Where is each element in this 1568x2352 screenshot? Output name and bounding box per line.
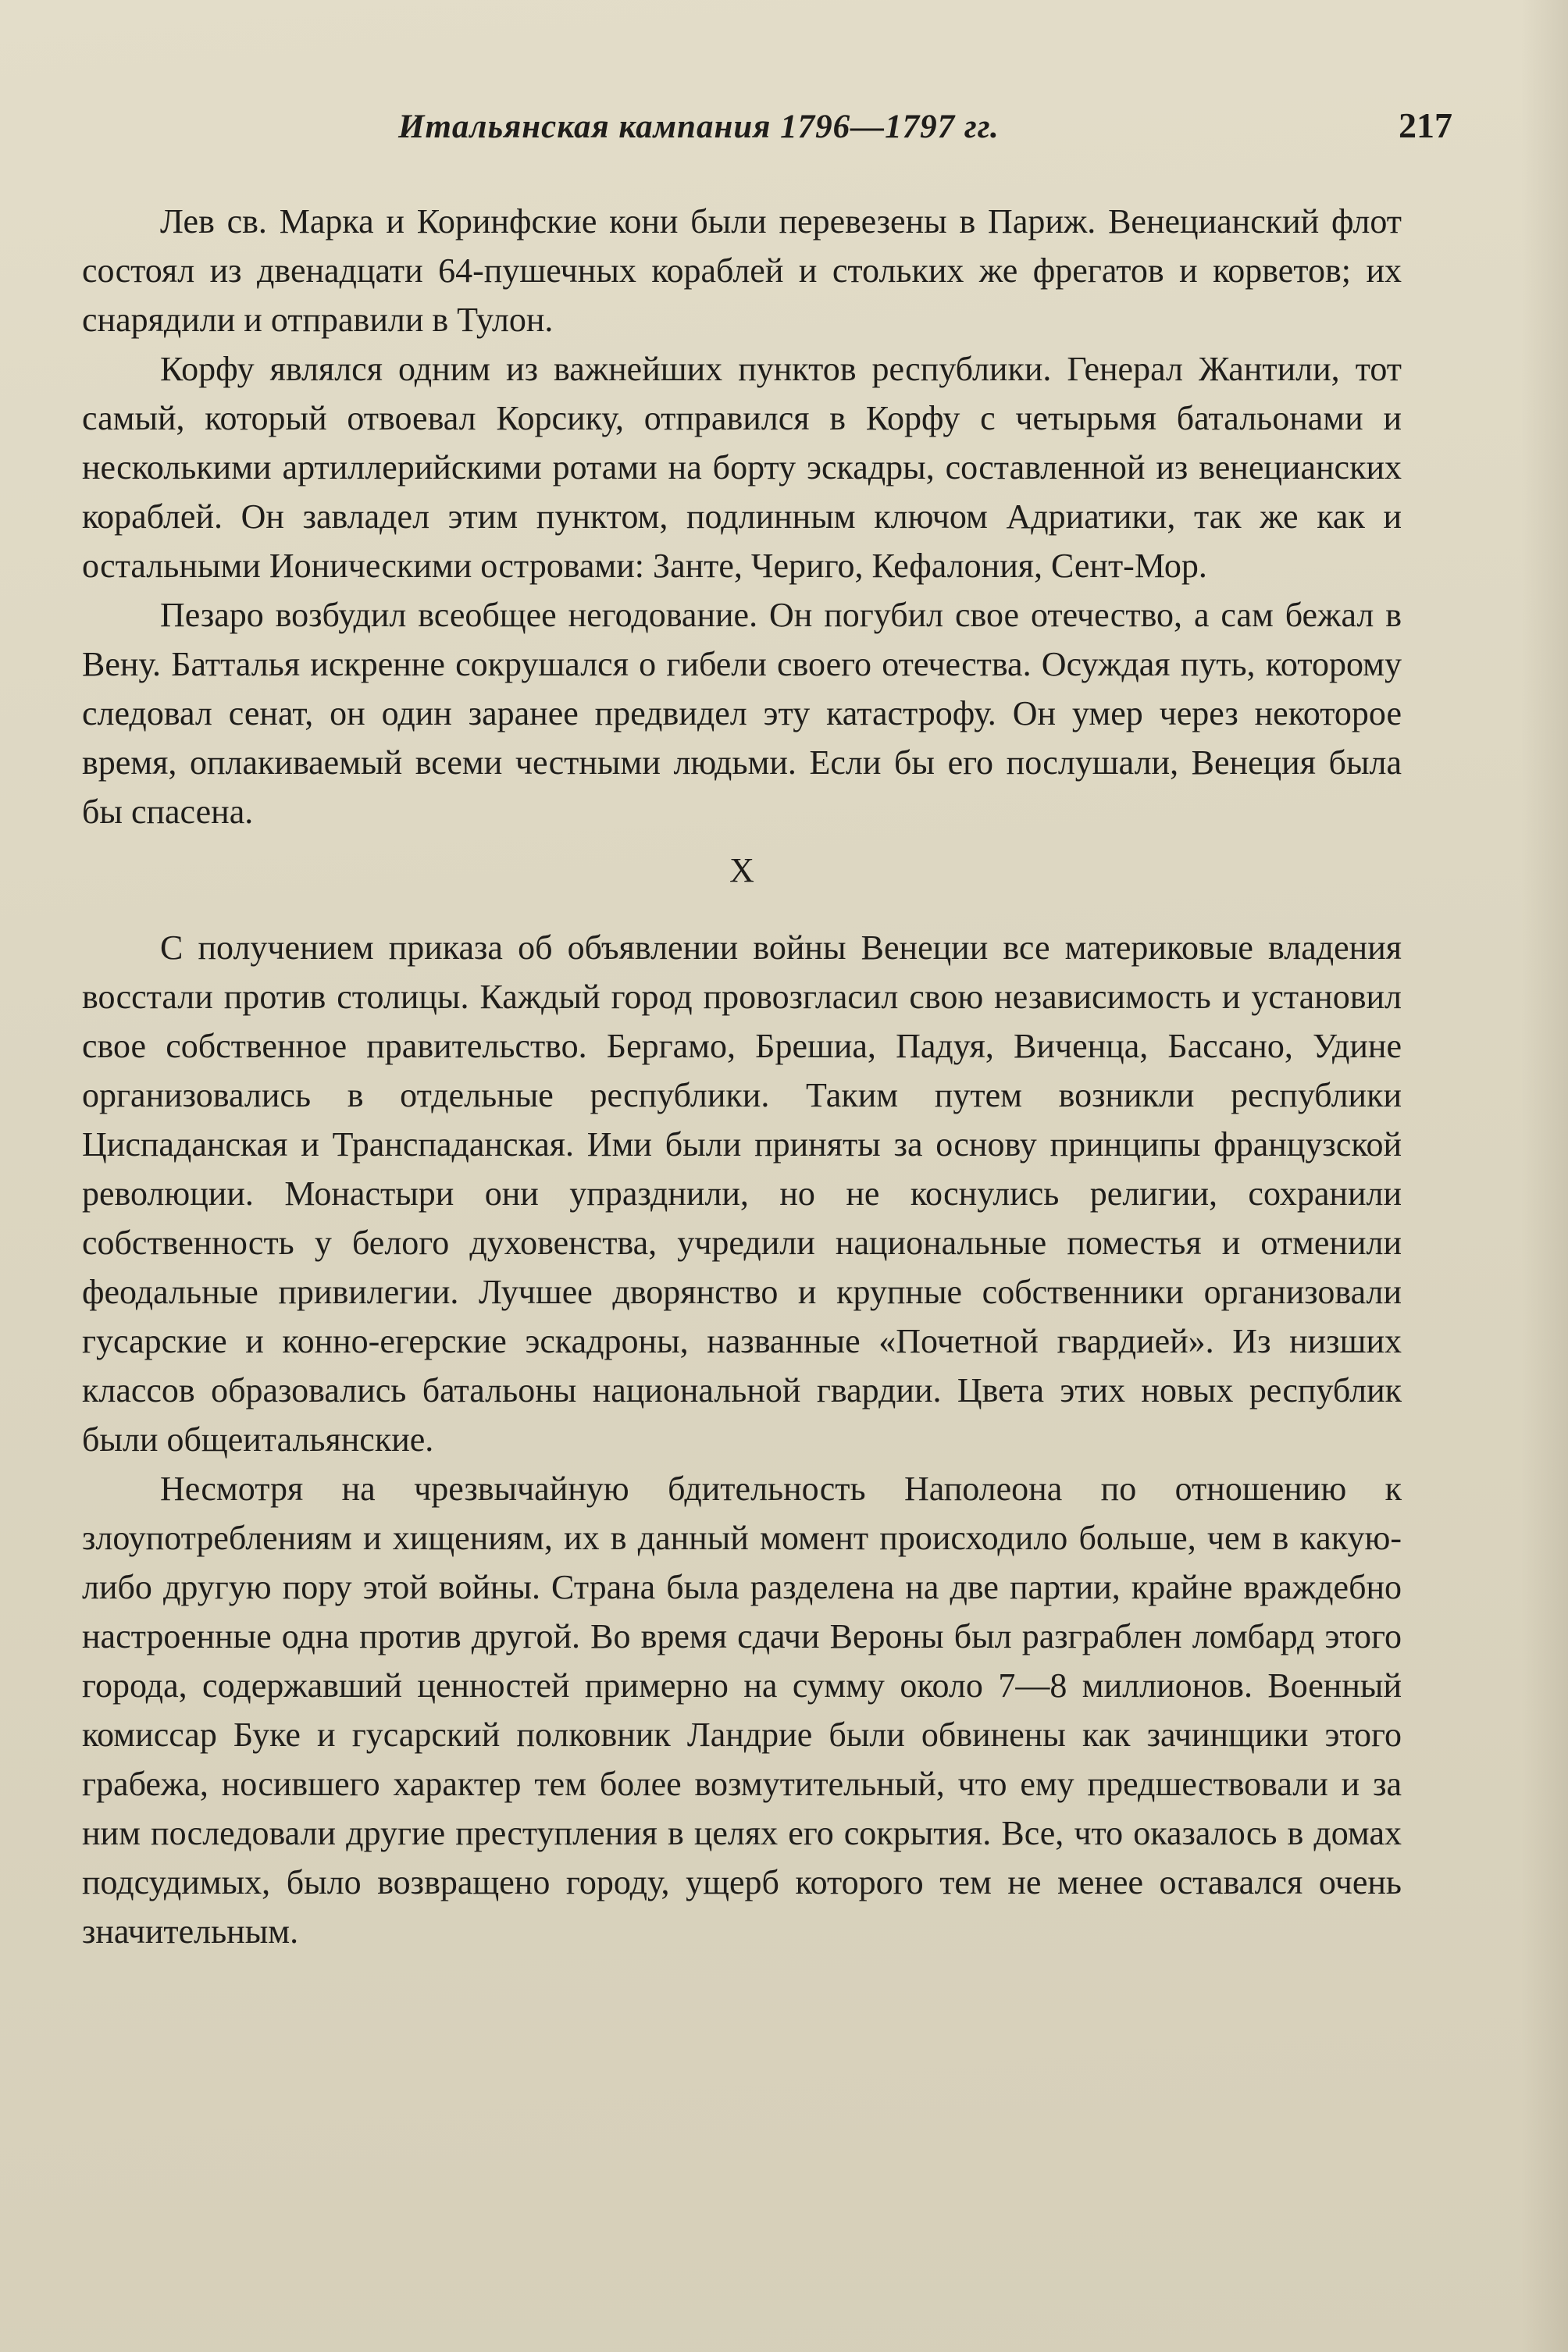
paragraph: Несмотря на чрезвычайную бдительность Наполеона по отношению к злоупотреблениям и хищениям, их в данный момент происходило больше, чем в какую-либо другую пору этой войны. Страна была разделена на две партии, крайне враждебно настроенные одна против другой. Во время сдачи Вероны был разграблен ломбард этого города, содержавший ценностей примерно на сумму около 7—8 миллионов. Военный комиссар Буке и гусарский полковник Ландрие были обвинены как зачинщики этого грабежа, носившего характер тем более возмутительный, что ему предшествовали и за ним последовали другие преступления в целях его сокрытия. Все, что оказалось в домах подсудимых, было возвращено городу, ущерб которого тем не менее оставался очень значительным. <box>82 1470 1402 1951</box>
running-head <box>86 105 1491 155</box>
body-text <box>82 197 1402 1956</box>
paragraph: Пезаро возбудил всеобщее негодование. Он погубил свое отечество, а сам бежал в Вену. Батталья искренне сокрушался о гибели своего отечества. Осуждая путь, которому следовал сенат, он один заранее предвидел эту катастрофу. Он умер через некоторое время, оплакиваемый всеми честными людьми. Если бы его послушали, Венеция была бы спасена. <box>82 596 1402 831</box>
paragraph: Лев св. Марка и Коринфские кони были перевезены в Париж. Венецианский флот состоял из двенадцати 64-пушечных кораблей и стольких же фрегатов и корветов; их снарядили и отправили в Тулон. <box>82 202 1402 339</box>
section-heading: X <box>729 851 754 889</box>
running-title: Итальянская кампания 1796—1797 гг. <box>398 109 1000 145</box>
page-edge-shadow <box>1521 0 1568 2352</box>
page-number: 217 <box>1399 105 1452 145</box>
paragraph: Корфу являлся одним из важнейших пунктов республики. Генерал Жантили, тот самый, который отвоевал Корсику, отправился в Корфу с четырьмя батальонами и несколькими артиллерийскими ротами на борту эскадры, составленной из венецианских кораблей. Он завладел этим пунктом, подлинным ключом Адриатики, так же как и остальными Ионическими островами: Занте, Чериго, Кефалония, Сент-Мор. <box>82 350 1402 585</box>
paragraph: С получением приказа об объявлении войны Венеции все материковые владения восстали против столицы. Каждый город провозгласил свою независимость и установил свое собственное правительство. Бергамо, Брешиа, Падуя, Виченца, Бассано, Удине организовались в отдельные республики. Таким путем возникли республики Циспаданская и Транспаданская. Ими были приняты за основу принципы французской революции. Монастыри они упразднили, но не коснулись религии, сохранили собственность у белого духовенства, учредили национальные поместья и отменили феодальные привилегии. Лучшее дворянство и крупные собственники организовали гусарские и конно-егерские эскадроны, названные «Почетной гвардией». Из низших классов образовались батальоны национальной гвардии. Цвета этих новых республик были общеитальянские. <box>82 928 1402 1459</box>
